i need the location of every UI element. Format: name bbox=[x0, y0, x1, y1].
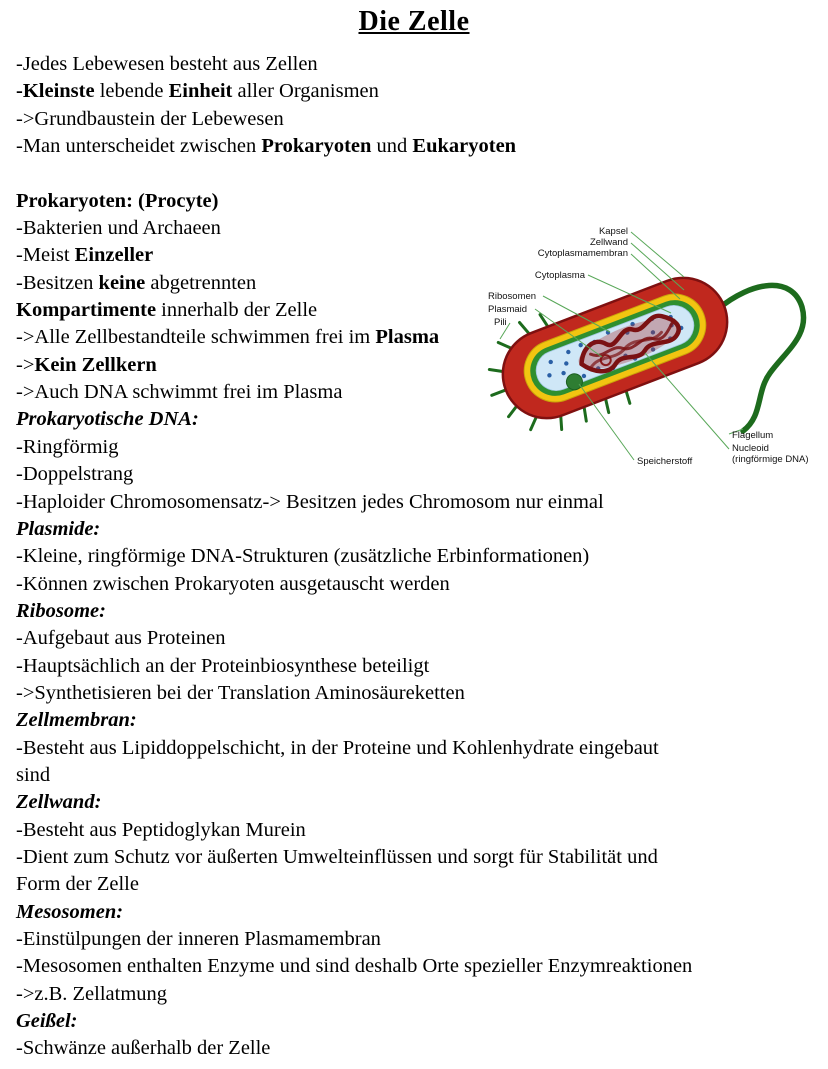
text-line bbox=[16, 1035, 812, 1062]
plain-text: -> bbox=[16, 353, 35, 376]
text-line bbox=[16, 51, 812, 78]
plain-text: -Können zwischen Prokaryoten ausgetauscht werden bbox=[16, 572, 450, 595]
emphasized-text: Prokaryoten bbox=[261, 135, 372, 158]
page-title: Die Zelle bbox=[358, 6, 470, 37]
flagellum-shape bbox=[718, 285, 804, 431]
emphasized-text: Zellmembran: bbox=[16, 709, 137, 732]
plain-text: lebende bbox=[94, 80, 169, 103]
text-line bbox=[16, 844, 812, 871]
emphasized-text: keine bbox=[98, 271, 146, 294]
plain-text: ->Auch DNA schwimmt frei im Plasma bbox=[16, 381, 343, 404]
plain-text: -Besitzen bbox=[16, 271, 99, 294]
plain-text: -Meist bbox=[16, 244, 75, 267]
emphasized-text: Prokaryotische DNA: bbox=[16, 408, 199, 431]
text-line bbox=[16, 871, 812, 898]
prokaryote-cell-figure bbox=[480, 223, 828, 475]
text-line bbox=[16, 926, 812, 953]
plain-text: ->Grundbaustein der Lebewesen bbox=[16, 107, 284, 130]
plain-text: -Mesosomen enthalten Enzyme und sind deshalb Orte spezieller Enzymreaktionen bbox=[16, 955, 693, 978]
plain-text: ->z.B. Zellatmung bbox=[16, 982, 168, 1005]
cell-diagram bbox=[480, 223, 828, 475]
figure-label-kapsel: Kapsel bbox=[598, 226, 628, 237]
emphasized-text: Einheit bbox=[168, 80, 233, 103]
figure-label-cytoplasmamembran: Cytoplasmamembran bbox=[537, 248, 628, 259]
plain-text: -Bakterien und Archaeen bbox=[16, 217, 221, 240]
emphasized-text: Eukaryoten bbox=[412, 135, 517, 158]
emphasized-text: Plasmide: bbox=[16, 517, 101, 540]
plain-text: Form der Zelle bbox=[16, 873, 139, 896]
emphasized-text: Kein Zellkern bbox=[34, 353, 157, 376]
text-line bbox=[16, 133, 812, 160]
emphasized-text: Prokaryoten: (Procyte) bbox=[16, 189, 219, 212]
plain-text: -Kleine, ringförmige DNA-Strukturen (zusätzliche Erbinformationen) bbox=[16, 545, 590, 568]
plain-text: -Haploider Chromosomensatz-> Besitzen jedes Chromosom nur einmal bbox=[16, 490, 604, 513]
figure-label-speicherstoff: Speicherstoff bbox=[637, 456, 693, 467]
figure-label-nucleoid-sub: (ringförmige DNA) bbox=[732, 454, 809, 465]
notes-lines bbox=[0, 38, 828, 1063]
figure-label-pili: Pili bbox=[494, 317, 507, 328]
emphasized-text: Mesosomen: bbox=[16, 900, 124, 923]
emphasized-text: Geißel: bbox=[16, 1010, 78, 1033]
figure-label-nucleoid: Nucleoid bbox=[732, 443, 769, 454]
plain-text: -Dient zum Schutz vor äußerten Umwelteinflüssen und sorgt für Stabilität und bbox=[16, 845, 658, 868]
text-line bbox=[16, 188, 812, 215]
emphasized-text: Kompartimente bbox=[16, 299, 157, 322]
text-line bbox=[16, 981, 812, 1008]
plain-text: ->Synthetisieren bei der Translation Aminosäureketten bbox=[16, 681, 465, 704]
text-line bbox=[16, 489, 812, 516]
text-line bbox=[16, 106, 812, 133]
text-line bbox=[16, 680, 812, 707]
figure-label-cytoplasma: Cytoplasma bbox=[534, 270, 585, 281]
plain-text: aller Organismen bbox=[232, 80, 379, 103]
plain-text: -Jedes Lebewesen besteht aus Zellen bbox=[16, 53, 318, 75]
blank-line bbox=[16, 160, 812, 187]
figure-label-plasmaid: Plasmaid bbox=[488, 304, 528, 315]
plain-text: -Besteht aus Peptidoglykan Murein bbox=[16, 818, 306, 841]
plain-text: abgetrennten bbox=[145, 271, 257, 294]
plain-text: -Doppelstrang bbox=[16, 463, 134, 486]
figure-label-ribosomen: Ribosomen bbox=[488, 291, 537, 302]
plain-text: und bbox=[371, 135, 413, 158]
plain-text: -Aufgebaut aus Proteinen bbox=[16, 627, 226, 650]
emphasized-text: Ribosome: bbox=[16, 599, 106, 622]
text-line bbox=[16, 789, 812, 816]
text-line bbox=[16, 762, 812, 789]
plain-text: -Einstülpungen der inneren Plasmamembran bbox=[16, 928, 381, 950]
text-line bbox=[16, 817, 812, 844]
plain-text: innerhalb der Zelle bbox=[156, 299, 318, 322]
text-line bbox=[16, 953, 812, 980]
text-line bbox=[16, 571, 812, 598]
plain-text: sind bbox=[16, 763, 51, 786]
text-line bbox=[16, 1008, 812, 1035]
emphasized-text: -Kleinste bbox=[16, 80, 95, 103]
emphasized-text: Einzeller bbox=[74, 244, 154, 267]
plain-text: ->Alle Zellbestandteile schwimmen frei im bbox=[16, 326, 376, 349]
text-line bbox=[16, 899, 812, 926]
plain-text: -Schwänze außerhalb der Zelle bbox=[16, 1037, 271, 1060]
text-line bbox=[16, 625, 812, 652]
figure-label-zellwand: Zellwand bbox=[589, 237, 628, 248]
emphasized-text: Plasma bbox=[375, 326, 440, 349]
text-line bbox=[16, 707, 812, 734]
plain-text: -Man unterscheidet zwischen bbox=[16, 135, 262, 158]
text-line bbox=[16, 653, 812, 680]
text-line bbox=[16, 516, 812, 543]
text-line bbox=[16, 543, 812, 570]
emphasized-text: Zellwand: bbox=[16, 791, 102, 814]
text-line bbox=[16, 598, 812, 625]
text-line bbox=[16, 735, 812, 762]
plain-text: -Besteht aus Lipiddoppelschicht, in der Proteine und Kohlenhydrate eingebaut bbox=[16, 736, 659, 759]
plain-text: -Ringförmig bbox=[16, 435, 119, 458]
plain-text: -Hauptsächlich an der Proteinbiosynthese beteiligt bbox=[16, 654, 430, 677]
figure-label-flagellum: Flagellum bbox=[732, 430, 774, 441]
text-line bbox=[16, 78, 812, 105]
